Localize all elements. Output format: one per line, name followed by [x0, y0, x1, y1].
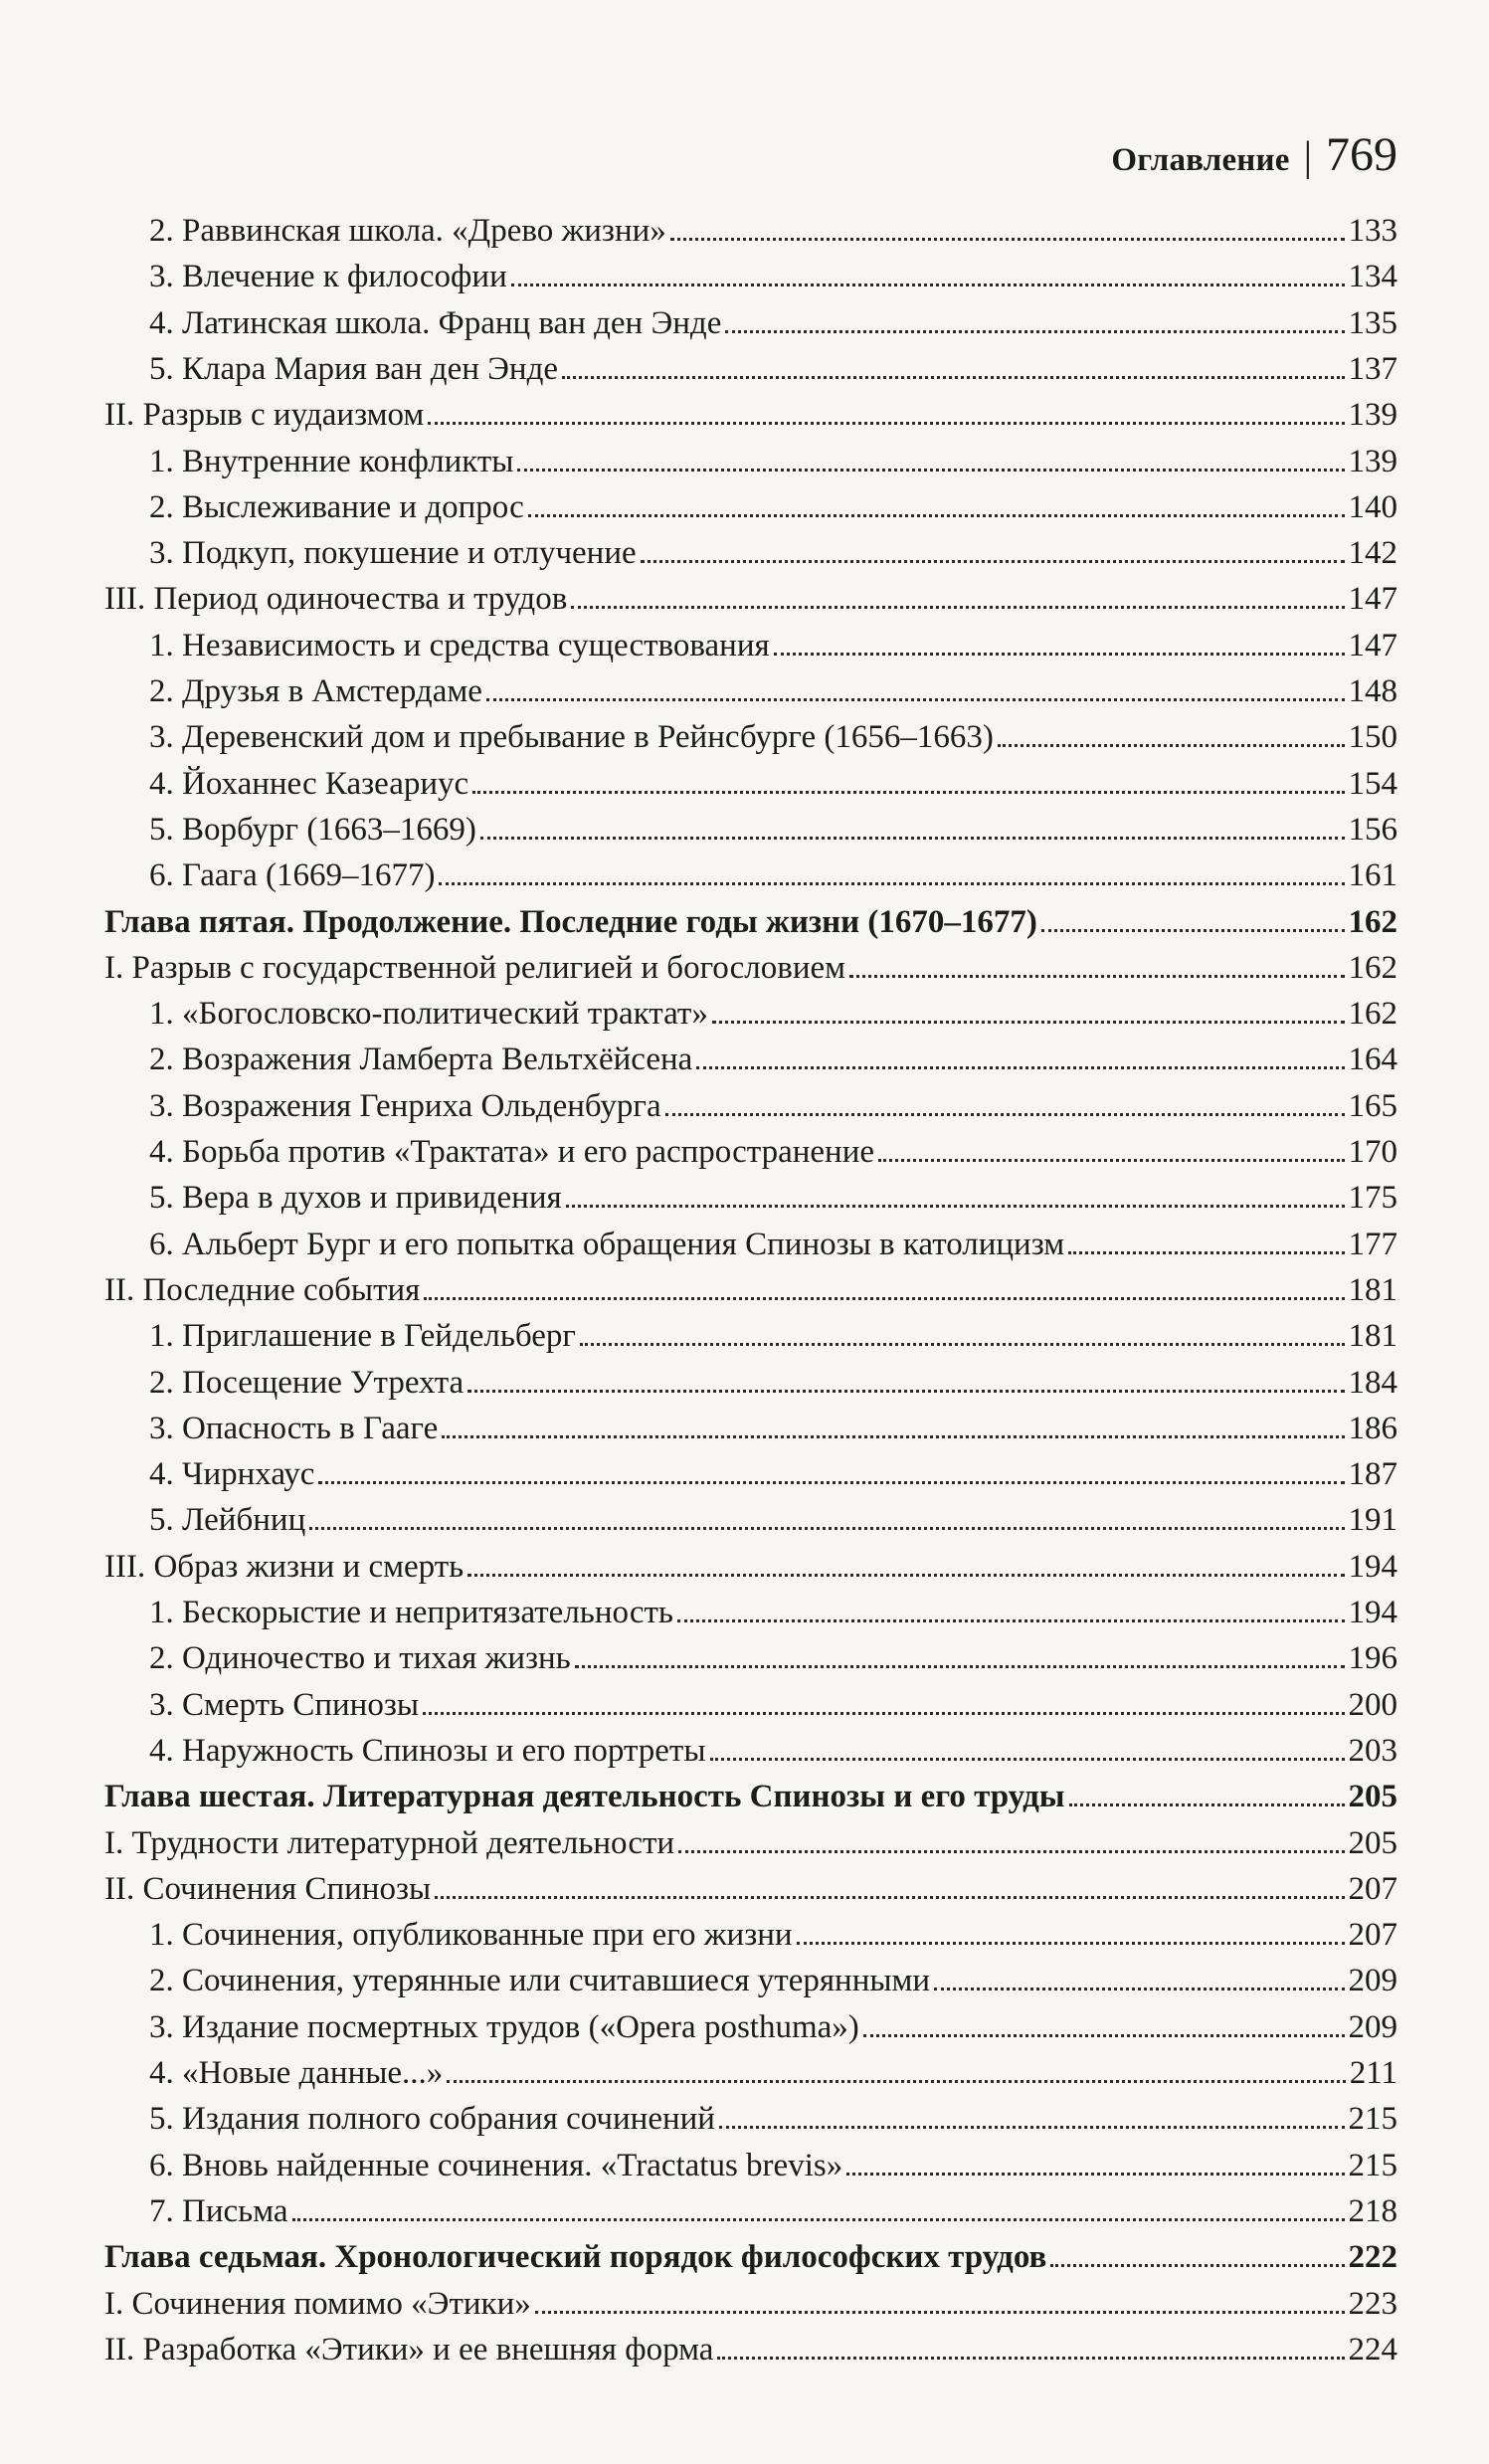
- toc-subsection-entry: [149, 2051, 1397, 2095]
- toc-leader-dots: [467, 1390, 1344, 1393]
- toc-leader-dots: [696, 1066, 1344, 1069]
- toc-subsection-entry: [149, 1314, 1397, 1358]
- toc-entry-page: 162: [1348, 996, 1397, 1033]
- toc-section-entry: [104, 946, 1397, 990]
- toc-leader-dots: [665, 1113, 1345, 1116]
- toc-entry-title: III. Период одиночества и трудов: [104, 581, 568, 618]
- toc-subsection-entry: [149, 1959, 1397, 2002]
- toc-leader-dots: [467, 1574, 1344, 1577]
- toc-entry-page: 142: [1348, 535, 1397, 572]
- toc-subsection-entry: [149, 808, 1397, 852]
- toc-leader-dots: [712, 1021, 1345, 1024]
- toc-leader-dots: [571, 606, 1344, 609]
- toc-leader-dots: [528, 514, 1345, 517]
- toc-leader-dots: [447, 2080, 1345, 2083]
- toc-leader-dots: [878, 1159, 1345, 1162]
- toc-section-entry: [104, 577, 1397, 621]
- toc-entry-page: 165: [1348, 1087, 1397, 1124]
- toc-entry-page: 139: [1348, 443, 1397, 479]
- toc-subsection-entry: [149, 347, 1397, 391]
- toc-entry-page: 200: [1348, 1686, 1397, 1723]
- toc-entry-title: 5. Лейбниц: [149, 1502, 306, 1539]
- toc-subsection-entry: [149, 1636, 1397, 1680]
- toc-entry-title: 3. Издание посмертных трудов («Opera posthuma»): [149, 2008, 859, 2045]
- toc-leader-dots: [580, 1343, 1345, 1346]
- toc-entry-title: 3. Смерть Спинозы: [149, 1686, 420, 1723]
- toc-entry-title: 2. Раввинская школа. «Древо жизни»: [149, 213, 666, 249]
- toc-entry-title: 2. Сочинения, утерянные или считавшиеся утерянными: [149, 1963, 931, 1999]
- toc-leader-dots: [424, 1297, 1344, 1300]
- toc-subsection-entry: [149, 485, 1397, 529]
- toc-leader-dots: [1069, 1803, 1345, 1806]
- toc-entry-title: 2. Одиночество и тихая жизнь: [149, 1640, 571, 1677]
- toc-entry-page: 194: [1348, 1548, 1397, 1585]
- toc-subsection-entry: [149, 2005, 1397, 2049]
- toc-leader-dots: [846, 2173, 1344, 2176]
- toc-entry-title: Глава седьмая. Хронологический порядок философских трудов: [104, 2239, 1047, 2276]
- toc-entry-title: 2. Посещение Утрехта: [149, 1364, 465, 1401]
- toc-section-entry: [104, 2328, 1397, 2371]
- toc-entry-page: 194: [1348, 1595, 1397, 1630]
- toc-entry-page: 207: [1348, 1917, 1397, 1954]
- toc-leader-dots: [439, 882, 1344, 885]
- toc-entry-page: 137: [1348, 350, 1397, 387]
- toc-subsection-entry: [149, 853, 1397, 897]
- toc-subsection-entry: [149, 2189, 1397, 2233]
- toc-entry-title: 3. Возражения Генриха Ольденбурга: [149, 1087, 661, 1124]
- toc-entry-title: 1. Бескорыстие и непритязательность: [149, 1595, 673, 1630]
- toc-leader-dots: [562, 376, 1344, 379]
- toc-entry-title: 1. Независимость и средства существования: [149, 627, 770, 663]
- toc-subsection-entry: [149, 255, 1397, 298]
- toc-entry-page: 209: [1348, 1963, 1397, 1999]
- toc-leader-dots: [442, 1435, 1344, 1438]
- toc-entry-title: I. Сочинения помимо «Этики»: [104, 2285, 531, 2322]
- toc-entry-page: 223: [1348, 2285, 1397, 2322]
- toc-entry-title: 4. Наружность Спинозы и его портреты: [149, 1732, 706, 1769]
- toc-entry-page: 205: [1348, 1779, 1397, 1815]
- toc-leader-dots: [292, 2218, 1345, 2221]
- toc-section-entry: [104, 1545, 1397, 1589]
- toc-entry-page: 207: [1348, 1870, 1397, 1907]
- toc-leader-dots: [717, 2357, 1344, 2360]
- toc-entry-title: 3. Подкуп, покушение и отлучение: [149, 535, 637, 572]
- toc-entry-page: 150: [1348, 719, 1397, 756]
- toc-entry-title: 6. Вновь найденные сочинения. «Tractatus brevis»: [149, 2147, 843, 2183]
- toc-entry-page: 215: [1348, 2101, 1397, 2138]
- toc-entry-title: 4. Йоханнес Казеариус: [149, 765, 469, 802]
- toc-entry-title: II. Сочинения Спинозы: [104, 1870, 432, 1907]
- toc-entry-title: 4. Латинская школа. Франц ван ден Энде: [149, 304, 722, 341]
- toc-entry-title: 1. «Богословско-политический трактат»: [149, 996, 708, 1033]
- toc-entry-page: 134: [1348, 259, 1397, 295]
- toc-subsection-entry: [149, 1176, 1397, 1220]
- toc-subsection-entry: [149, 1223, 1397, 1266]
- toc-entry-title: 3. Деревенский дом и пребывание в Рейнсбурге (1656–1663): [149, 719, 994, 756]
- toc-leader-dots: [774, 653, 1345, 656]
- toc-leader-dots: [318, 1481, 1344, 1484]
- toc-subsection-entry: [149, 1084, 1397, 1128]
- toc-entry-title: 4. Чирнхаус: [149, 1456, 315, 1493]
- toc-entry-page: 209: [1348, 2008, 1397, 2045]
- toc-entry-title: 5. Клара Мария ван ден Энде: [149, 350, 559, 387]
- toc-subsection-entry: [149, 1130, 1397, 1174]
- toc-subsection-entry: [149, 1452, 1397, 1496]
- toc-entry-page: 222: [1348, 2239, 1397, 2276]
- toc-entry-page: 148: [1348, 673, 1397, 709]
- toc-entry-page: 218: [1348, 2192, 1397, 2229]
- toc-leader-dots: [677, 1619, 1345, 1622]
- toc-entry-page: 175: [1348, 1180, 1397, 1217]
- toc-entry-page: 133: [1348, 213, 1397, 249]
- toc-leader-dots: [641, 560, 1345, 563]
- toc-leader-dots: [934, 1988, 1344, 1990]
- toc-leader-dots: [678, 1850, 1344, 1853]
- toc-leader-dots: [849, 975, 1344, 978]
- toc-leader-dots: [863, 2034, 1345, 2037]
- toc-entry-page: 139: [1348, 397, 1397, 434]
- toc-entry-title: II. Разработка «Этики» и ее внешняя форма: [104, 2331, 714, 2368]
- running-head-title: Оглавление: [1111, 142, 1290, 178]
- toc-section-entry: [104, 2282, 1397, 2326]
- toc-subsection-entry: [149, 209, 1397, 253]
- toc-entry-page: 224: [1348, 2331, 1397, 2368]
- toc-chapter-entry: [104, 2235, 1397, 2279]
- toc-leader-dots: [710, 1758, 1345, 1761]
- toc-leader-dots: [566, 1205, 1345, 1208]
- toc-entry-page: 211: [1349, 2055, 1397, 2091]
- toc-entry-page: 187: [1348, 1456, 1397, 1493]
- toc-entry-page: 140: [1348, 488, 1397, 525]
- toc-leader-dots: [517, 469, 1344, 472]
- toc-subsection-entry: [149, 1729, 1397, 1773]
- toc-leader-dots: [480, 837, 1345, 840]
- toc-leader-dots: [575, 1665, 1345, 1668]
- toc-entry-page: 186: [1348, 1410, 1397, 1446]
- toc-entry-title: 1. Сочинения, опубликованные при его жизни: [149, 1917, 793, 1954]
- toc-entry-title: 4. «Новые данные...»: [149, 2055, 444, 2091]
- toc-entry-title: 6. Гаага (1669–1677): [149, 857, 436, 894]
- toc-entry-title: 2. Возражения Ламберта Вельтхёйсена: [149, 1042, 693, 1078]
- toc-section-entry: [104, 1268, 1397, 1312]
- toc-subsection-entry: [149, 715, 1397, 759]
- toc-section-entry: [104, 1867, 1397, 1911]
- toc-subsection-entry: [149, 2097, 1397, 2141]
- toc-entry-title: I. Трудности литературной деятельности: [104, 1824, 675, 1861]
- page-number: 769: [1326, 128, 1397, 181]
- toc-subsection-entry: [149, 1407, 1397, 1450]
- toc-entry-title: 4. Борьба против «Трактата» и его распространение: [149, 1134, 874, 1170]
- toc-leader-dots: [797, 1942, 1345, 1945]
- toc-entry-title: 5. Вера в духов и привидения: [149, 1180, 562, 1217]
- toc-subsection-entry: [149, 1591, 1397, 1634]
- toc-entry-page: 135: [1348, 304, 1397, 341]
- toc-leader-dots: [998, 744, 1345, 747]
- toc-leader-dots: [435, 1896, 1344, 1899]
- toc-entry-title: II. Последние события: [104, 1271, 421, 1308]
- toc-entry-title: 3. Влечение к философии: [149, 259, 507, 295]
- toc-subsection-entry: [149, 1038, 1397, 1081]
- running-head: [1111, 127, 1397, 182]
- toc-subsection-entry: [149, 669, 1397, 713]
- toc-entry-page: 184: [1348, 1364, 1397, 1401]
- toc-leader-dots: [309, 1527, 1344, 1530]
- toc-entry-page: 203: [1348, 1732, 1397, 1769]
- toc-subsection-entry: [149, 301, 1397, 345]
- running-head-separator: |: [1303, 134, 1312, 180]
- toc-section-entry: [104, 393, 1397, 437]
- toc-leader-dots: [511, 284, 1345, 286]
- toc-entry-title: Глава шестая. Литературная деятельность Спинозы и его труды: [104, 1779, 1065, 1815]
- toc-entry-page: 215: [1348, 2147, 1397, 2183]
- toc-entry-title: III. Образ жизни и смерть: [104, 1548, 465, 1585]
- toc-entry-title: 2. Выслеживание и допрос: [149, 488, 524, 525]
- toc-chapter-entry: [104, 900, 1397, 944]
- toc-leader-dots: [719, 2126, 1345, 2129]
- toc-entry-page: 181: [1348, 1318, 1397, 1355]
- toc-entry-page: 191: [1348, 1502, 1397, 1539]
- toc-leader-dots: [535, 2311, 1345, 2314]
- toc-entry-title: 2. Друзья в Амстердаме: [149, 673, 482, 709]
- toc-entry-page: 162: [1348, 949, 1397, 986]
- toc-entry-page: 177: [1348, 1226, 1397, 1262]
- toc-subsection-entry: [149, 762, 1397, 806]
- toc-entry-title: 1. Внутренние конфликты: [149, 443, 514, 479]
- toc-entry-title: 6. Альберт Бург и его попытка обращения Спинозы в католицизм: [149, 1226, 1065, 1262]
- toc-leader-dots: [1068, 1251, 1344, 1254]
- toc-leader-dots: [472, 791, 1344, 794]
- toc-subsection-entry: [149, 1361, 1397, 1405]
- toc-entry-title: 7. Письма: [149, 2192, 288, 2229]
- toc-entry-page: 196: [1348, 1640, 1397, 1677]
- toc-leader-dots: [670, 238, 1345, 241]
- toc-leader-dots: [428, 422, 1344, 425]
- toc-leader-dots: [423, 1712, 1344, 1715]
- toc-chapter-entry: [104, 1775, 1397, 1818]
- toc-leader-dots: [486, 698, 1345, 701]
- toc-subsection-entry: [149, 440, 1397, 483]
- toc-entry-page: 147: [1348, 627, 1397, 663]
- toc-leader-dots: [1050, 2264, 1344, 2267]
- toc-leader-dots: [1041, 929, 1345, 932]
- toc-subsection-entry: [149, 624, 1397, 667]
- toc-entry-page: 205: [1348, 1824, 1397, 1861]
- toc-entry-page: 162: [1348, 903, 1397, 940]
- toc-entry-title: Глава пятая. Продолжение. Последние годы жизни (1670–1677): [104, 903, 1037, 940]
- toc-entry-page: 156: [1348, 811, 1397, 848]
- toc-entry-page: 181: [1348, 1271, 1397, 1308]
- toc-subsection-entry: [149, 531, 1397, 575]
- toc-entry-title: 5. Ворбург (1663–1669): [149, 811, 476, 848]
- toc-leader-dots: [725, 330, 1344, 333]
- toc-subsection-entry: [149, 1683, 1397, 1727]
- toc-entry-page: 161: [1348, 857, 1397, 894]
- toc-entry-title: 1. Приглашение в Гейдельберг: [149, 1318, 576, 1355]
- toc-subsection-entry: [149, 1913, 1397, 1957]
- toc-entry-title: 5. Издания полного собрания сочинений: [149, 2101, 715, 2138]
- toc-entry-title: 3. Опасность в Гааге: [149, 1410, 439, 1446]
- toc-subsection-entry: [149, 2144, 1397, 2187]
- toc-subsection-entry: [149, 1498, 1397, 1542]
- toc-subsection-entry: [149, 992, 1397, 1036]
- toc-entry-page: 147: [1348, 581, 1397, 618]
- toc-entry-page: 154: [1348, 765, 1397, 802]
- toc-entry-page: 170: [1348, 1134, 1397, 1170]
- toc-entry-title: I. Разрыв с государственной религией и богословием: [104, 949, 846, 986]
- toc-entry-page: 164: [1348, 1042, 1397, 1078]
- toc-section-entry: [104, 1821, 1397, 1865]
- toc-entry-title: II. Разрыв с иудаизмом: [104, 397, 425, 434]
